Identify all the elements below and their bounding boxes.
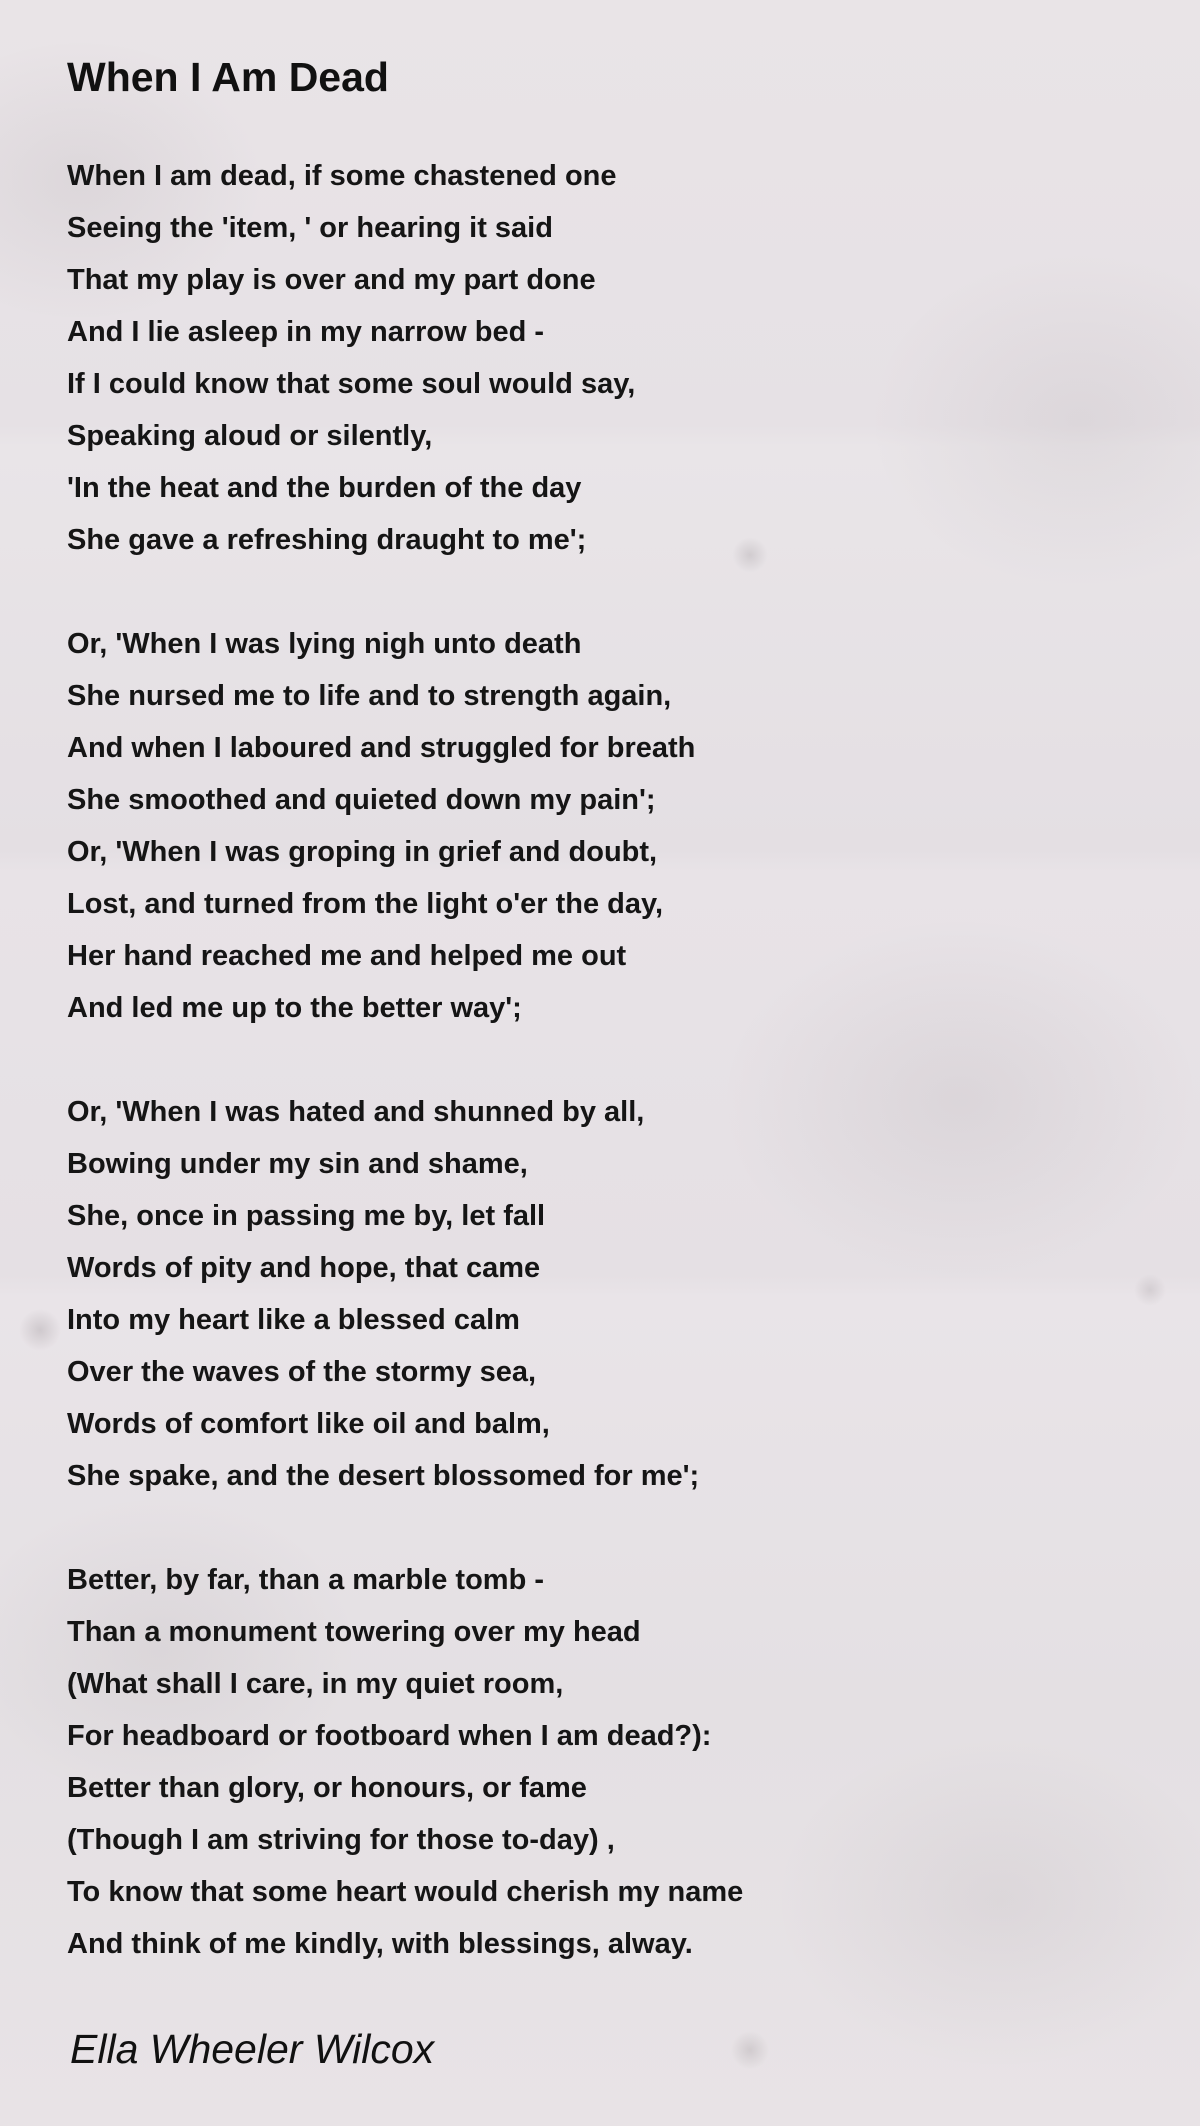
poem-line: Than a monument towering over my head <box>67 1616 641 1648</box>
poem-line: To know that some heart would cherish my name <box>67 1876 744 1908</box>
poem-line: And I lie asleep in my narrow bed - <box>67 316 544 348</box>
stanza-4 <box>67 1554 1147 1970</box>
poem-line: When I am dead, if some chastened one <box>67 160 617 192</box>
poem-body <box>67 150 1147 2022</box>
poem-line: She nursed me to life and to strength again, <box>67 680 672 712</box>
poem-line: If I could know that some soul would say, <box>67 368 636 400</box>
poem-line: She gave a refreshing draught to me'; <box>67 524 587 556</box>
poem-line: She smoothed and quieted down my pain'; <box>67 784 656 816</box>
poem-line: Or, 'When I was hated and shunned by all, <box>67 1096 645 1128</box>
poem-author: Ella Wheeler Wilcox <box>70 2026 435 2072</box>
poem-line: And led me up to the better way'; <box>67 992 522 1024</box>
poem-line: And when I laboured and struggled for breath <box>67 732 696 764</box>
stanza-2 <box>67 618 1147 1034</box>
stanza-3 <box>67 1086 1147 1502</box>
poem-line: That my play is over and my part done <box>67 264 596 296</box>
poem-line: (Though I am striving for those to-day) , <box>67 1824 615 1856</box>
poem-line: And think of me kindly, with blessings, alway. <box>67 1928 693 1960</box>
poem-line: (What shall I care, in my quiet room, <box>67 1668 564 1700</box>
poem-line: Over the waves of the stormy sea, <box>67 1356 537 1388</box>
poem-line: Lost, and turned from the light o'er the day, <box>67 888 664 920</box>
poem-line: Bowing under my sin and shame, <box>67 1148 528 1180</box>
poem-title: When I Am Dead <box>67 54 389 100</box>
poem-line: Or, 'When I was lying nigh unto death <box>67 628 582 660</box>
poem-line: Better than glory, or honours, or fame <box>67 1772 587 1804</box>
poem-line: Seeing the 'item, ' or hearing it said <box>67 212 553 244</box>
stanza-1 <box>67 150 1147 566</box>
poem-line: Her hand reached me and helped me out <box>67 940 627 972</box>
poem-line: For headboard or footboard when I am dead?): <box>67 1720 712 1752</box>
poem-line: Words of pity and hope, that came <box>67 1252 541 1284</box>
poem-line: Better, by far, than a marble tomb - <box>67 1564 544 1596</box>
poem-line: She spake, and the desert blossomed for me'; <box>67 1460 700 1492</box>
poem-line: 'In the heat and the burden of the day <box>67 472 582 504</box>
poem-line: Speaking aloud or silently, <box>67 420 433 452</box>
poem-line: She, once in passing me by, let fall <box>67 1200 546 1232</box>
poem-line: Or, 'When I was groping in grief and doubt, <box>67 836 658 868</box>
poem-line: Into my heart like a blessed calm <box>67 1304 520 1336</box>
poem-line: Words of comfort like oil and balm, <box>67 1408 550 1440</box>
